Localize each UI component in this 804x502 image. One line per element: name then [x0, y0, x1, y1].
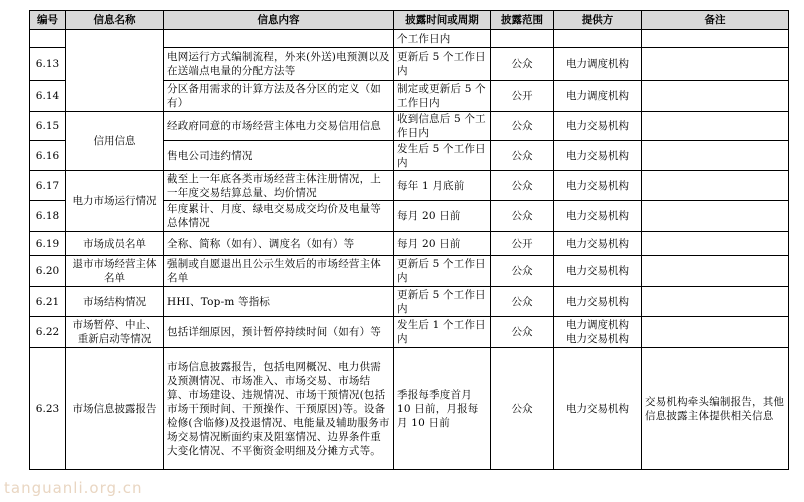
cell-content: 售电公司违约情况 — [164, 141, 394, 171]
cell-note — [642, 48, 789, 81]
cell-scope: 公众 — [491, 48, 554, 81]
cell-content: 分区备用需求的计算方法及各分区的定义（如有） — [164, 81, 394, 112]
cell-time: 更新后 5 个工作日内 — [394, 48, 491, 81]
cell-provider: 电力调度机构 电力交易机构 — [554, 317, 642, 348]
cell-note — [642, 232, 789, 256]
cell-scope: 公众 — [491, 171, 554, 201]
disclosure-table — [29, 10, 789, 470]
cell-note — [642, 201, 789, 232]
header-time: 披露时间或周期 — [394, 11, 491, 30]
cell-note — [642, 81, 789, 112]
header-name: 信息名称 — [66, 11, 164, 30]
cell-name: 市场信息披露报告 — [66, 348, 164, 470]
table-row — [30, 171, 789, 201]
table-header-row — [30, 11, 789, 30]
cell-provider: 电力调度机构 — [554, 81, 642, 112]
header-note: 备注 — [642, 11, 789, 30]
cell-name — [66, 30, 164, 112]
header-id: 编号 — [30, 11, 66, 30]
cell-id: 6.20 — [30, 256, 66, 287]
cell-name: 电力市场运行情况 — [66, 171, 164, 232]
cell-note: 交易机构牵头编制报告，其他信息披露主体提供相关信息 — [642, 348, 789, 470]
cell-provider: 电力调度机构 — [554, 48, 642, 81]
cell-scope: 公众 — [491, 141, 554, 171]
cell-time: 更新后 5 个工作日内 — [394, 256, 491, 287]
cell-id: 6.21 — [30, 287, 66, 317]
cell-time: 收到信息后 5 个工作日内 — [394, 112, 491, 141]
cell-scope: 公众 — [491, 348, 554, 470]
cell-scope: 公众 — [491, 256, 554, 287]
cell-content: HHI、Top-m 等指标 — [164, 287, 394, 317]
cell-name: 市场结构情况 — [66, 287, 164, 317]
table-row — [30, 348, 789, 470]
cell-provider: 电力交易机构 — [554, 112, 642, 141]
cell-provider: 电力交易机构 — [554, 171, 642, 201]
header-scope: 披露范围 — [491, 11, 554, 30]
cell-time: 季报每季度首月 10 日前，月报每月 10 日前 — [394, 348, 491, 470]
cell-content: 全称、简称（如有）、调度名（如有）等 — [164, 232, 394, 256]
header-provider: 提供方 — [554, 11, 642, 30]
table-row — [30, 30, 789, 48]
cell-note — [642, 256, 789, 287]
watermark: tanguanli.org.cn — [4, 479, 143, 497]
cell-id: 6.22 — [30, 317, 66, 348]
cell-content: 强制或自愿退出且公示生效后的市场经营主体名单 — [164, 256, 394, 287]
cell-time: 更新后 5 个工作日内 — [394, 287, 491, 317]
cell-id: 6.23 — [30, 348, 66, 470]
cell-scope — [491, 30, 554, 48]
cell-content — [164, 30, 394, 48]
cell-name: 信用信息 — [66, 112, 164, 171]
cell-id: 6.18 — [30, 201, 66, 232]
cell-provider: 电力交易机构 — [554, 348, 642, 470]
cell-time: 个工作日内 — [394, 30, 491, 48]
cell-content: 截至上一年底各类市场经营主体注册情况，上一年度交易结算总量、均价情况 — [164, 171, 394, 201]
cell-content: 年度累计、月度、绿电交易成交均价及电量等总体情况 — [164, 201, 394, 232]
cell-id: 6.13 — [30, 48, 66, 81]
table-row — [30, 112, 789, 141]
cell-scope: 公开 — [491, 232, 554, 256]
cell-note — [642, 171, 789, 201]
header-content: 信息内容 — [164, 11, 394, 30]
cell-id: 6.19 — [30, 232, 66, 256]
cell-scope: 公众 — [491, 112, 554, 141]
table-row — [30, 232, 789, 256]
cell-id: 6.17 — [30, 171, 66, 201]
cell-name: 退市市场经营主体名单 — [66, 256, 164, 287]
cell-content: 包括详细原因，预计暂停持续时间（如有）等 — [164, 317, 394, 348]
cell-note — [642, 141, 789, 171]
cell-id: 6.16 — [30, 141, 66, 171]
cell-provider — [554, 30, 642, 48]
cell-scope: 公众 — [491, 287, 554, 317]
cell-provider: 电力交易机构 — [554, 141, 642, 171]
table-row — [30, 287, 789, 317]
cell-time: 发生后 1 个工作日内 — [394, 317, 491, 348]
table-row — [30, 256, 789, 287]
cell-provider: 电力交易机构 — [554, 256, 642, 287]
table-row — [30, 317, 789, 348]
cell-time: 每月 20 日前 — [394, 232, 491, 256]
cell-content: 经政府同意的市场经营主体电力交易信用信息 — [164, 112, 394, 141]
cell-content: 市场信息披露报告，包括电网概况、电力供需及预测情况、市场准入、市场交易、市场结算、市场建设、违规情况、市场干预情况(包括市场干预时间、干预操作、干预原因)等。设备检修(含临修)及投退情况、电能量及辅助服务市场交易情况断面约束及阻塞情况、边界条件重大变化情况、不平衡资金明细及分摊方式等。 — [164, 348, 394, 470]
cell-time: 制定或更新后 5 个工作日内 — [394, 81, 491, 112]
cell-scope: 公众 — [491, 201, 554, 232]
cell-provider: 电力交易机构 — [554, 232, 642, 256]
cell-provider: 电力交易机构 — [554, 201, 642, 232]
cell-time: 每年 1 月底前 — [394, 171, 491, 201]
cell-time: 发生后 5 个工作日内 — [394, 141, 491, 171]
cell-note — [642, 112, 789, 141]
cell-id: 6.14 — [30, 81, 66, 112]
cell-time: 每月 20 日前 — [394, 201, 491, 232]
cell-scope: 公开 — [491, 81, 554, 112]
cell-name: 市场暂停、中止、重新启动等情况 — [66, 317, 164, 348]
cell-note — [642, 317, 789, 348]
cell-note — [642, 287, 789, 317]
cell-scope: 公众 — [491, 317, 554, 348]
cell-provider: 电力交易机构 — [554, 287, 642, 317]
cell-id — [30, 30, 66, 48]
cell-content: 电网运行方式编制流程，外来(外送)电预测以及在送端点电量的分配方法等 — [164, 48, 394, 81]
cell-name: 市场成员名单 — [66, 232, 164, 256]
cell-id: 6.15 — [30, 112, 66, 141]
cell-note — [642, 30, 789, 48]
